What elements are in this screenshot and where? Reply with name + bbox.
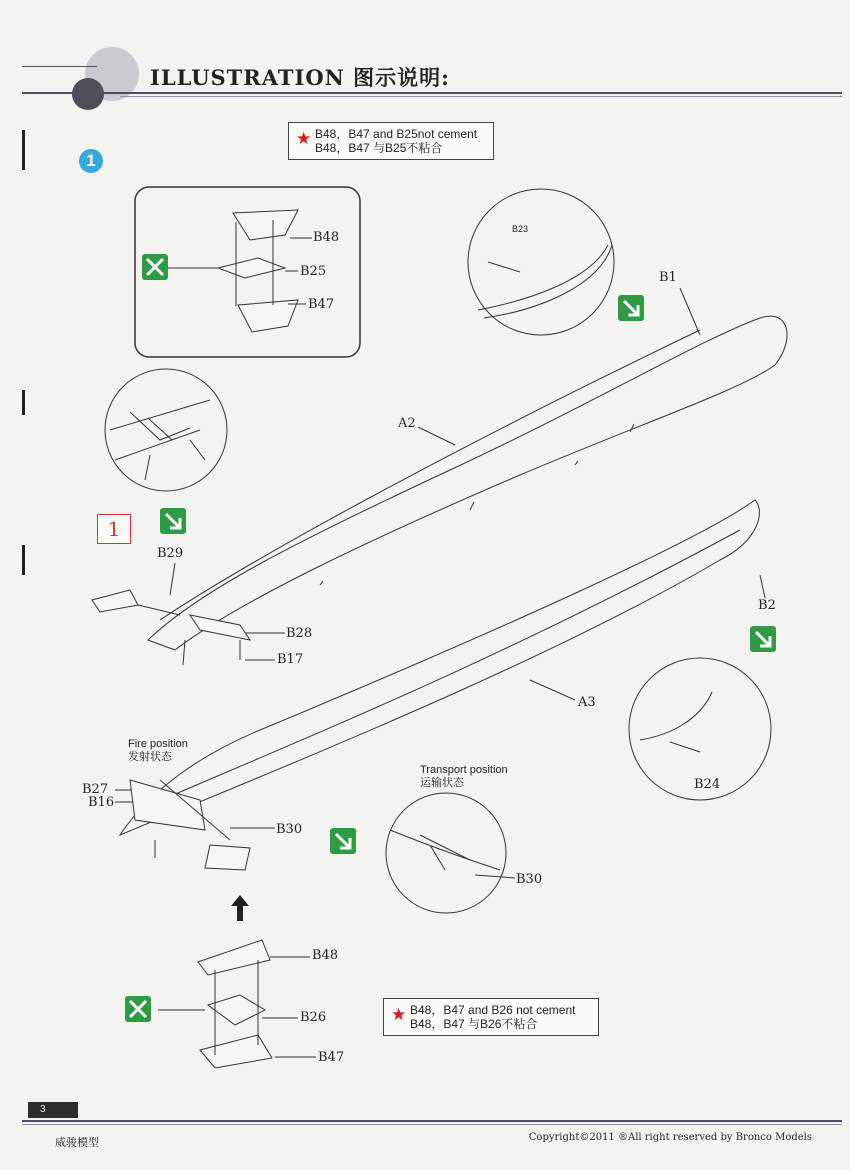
note-not-cement-bottom [383,998,599,1036]
fire-position-cn: 发射状态 [128,751,172,763]
assemble-icon [750,626,776,652]
fire-position-en: Fire position [128,738,188,750]
part-B48-plate [233,210,298,240]
note-line: B48，B47 与B25不粘合 [315,141,443,155]
up-arrow-icon [230,895,250,921]
detail-circle-transport [386,793,506,913]
star-icon: ★ [391,1005,407,1024]
note-line: B48，B47 and B26 not cement [410,1003,576,1017]
part-label-A3: A3 [578,695,596,710]
part-label-B47: B47 [308,297,335,312]
part-B47-bottom-plate [200,1035,272,1068]
transport-position-label [420,764,508,790]
part-label-B30-detail: B30 [516,872,543,887]
part-label-B1: B1 [659,270,677,285]
detail-circle-hinge [105,369,227,491]
part-label-B30: B30 [276,822,303,837]
footer-rule [22,1120,842,1122]
part-label-B29: B29 [157,546,184,561]
part-label-B27: B27 [82,782,109,797]
hull-A2 [148,316,787,650]
part-label-B24: B24 [694,777,721,792]
part-B25-plate [218,258,285,278]
note-line: B48，B47 and B25not cement [315,127,478,141]
sub-step-marker: 1 [97,514,131,544]
footer-rule-secondary [22,1124,842,1125]
fire-position-label [128,738,188,764]
part-B47-plate [238,300,298,332]
part-label-B48-bottom: B48 [312,948,339,963]
cut-parts-icon [125,996,151,1022]
part-label-B25: B25 [300,264,327,279]
part-label-B17: B17 [277,652,304,667]
footer-copyright: Copyright©2011 ®All right reserved by Bronco Models [528,1132,812,1143]
transport-position-cn: 运输状态 [420,777,464,789]
part-label-B16: B16 [88,795,115,810]
footer-brand: 威骏模型 [55,1136,99,1149]
detail-circle-B23 [468,189,614,335]
part-label-B2: B2 [758,598,776,613]
assemble-icon [618,295,644,321]
part-label-B47-bottom: B47 [318,1050,345,1065]
assemble-icon [160,508,186,534]
step-number-badge: 1 [79,149,103,173]
part-label-A2: A2 [398,416,416,431]
part-B29-plate [92,590,138,612]
part-B48-bottom-plate [198,940,270,975]
part-B26-plate [208,995,265,1025]
note-line: B48，B47 与B26不粘合 [410,1017,538,1031]
part-label-B26: B26 [300,1010,327,1025]
part-label-B23: B23 [512,224,529,234]
page-title: ILLUSTRATION 图示说明: [150,65,450,90]
star-icon: ★ [296,129,312,148]
transport-position-en: Transport position [420,764,508,776]
cut-parts-icon [142,254,168,280]
part-label-B28: B28 [286,626,313,641]
assemble-icon [330,828,356,854]
page-number: 3 [28,1102,78,1118]
part-label-B48: B48 [313,230,340,245]
